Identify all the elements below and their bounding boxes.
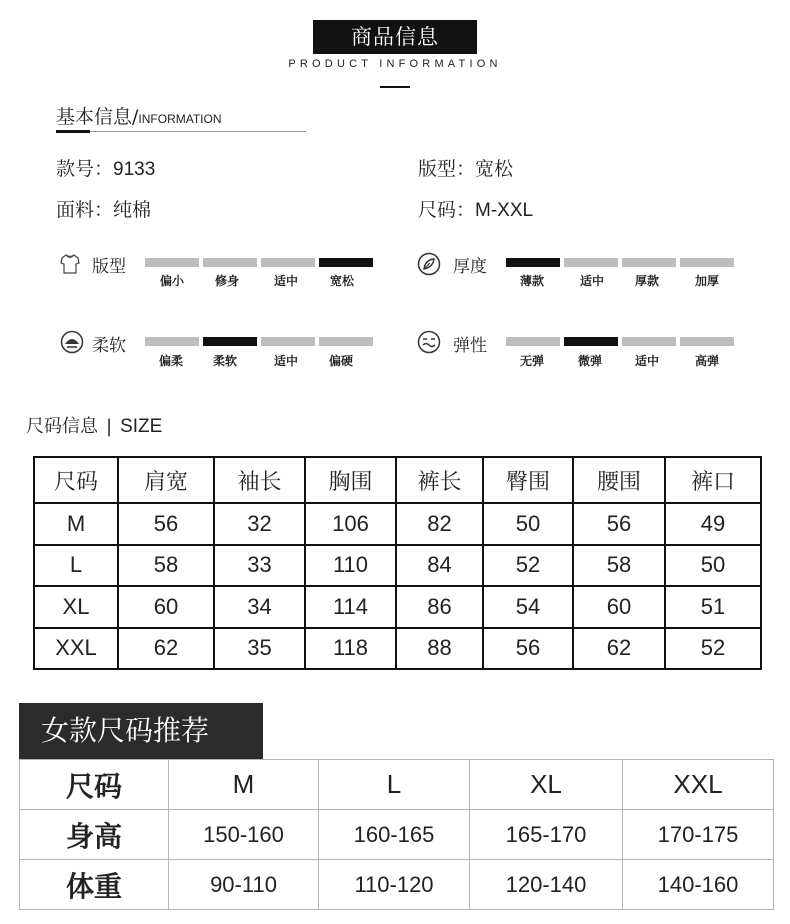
size-cell: 34 (214, 586, 305, 628)
scale-softness-option-2: 柔软 (212, 354, 237, 368)
recommend-cell: 160-165 (319, 810, 470, 860)
recommend-cell: XL (470, 760, 623, 810)
size-range-value: M-XXL (475, 200, 534, 221)
size-table (33, 456, 762, 670)
section-title-product-info: 商品信息 (313, 20, 477, 54)
scale-thickness-bar-4 (680, 258, 734, 267)
size-header-cell: 裤口 (665, 457, 761, 503)
recommend-cell: XXL (623, 760, 774, 810)
scale-softness-bar-3 (261, 337, 315, 346)
item-number (56, 154, 155, 181)
size-cell: 62 (118, 628, 214, 670)
size-range-label: 尺码： (418, 199, 476, 221)
fabric-value: 纯棉 (113, 199, 152, 221)
scale-fit-bar-4 (319, 258, 373, 267)
fit-type-label: 版型： (418, 158, 476, 180)
leaf-icon (417, 252, 441, 276)
scale-fit-bar-3 (261, 258, 315, 267)
table-row (34, 503, 761, 545)
size-cell: 110 (305, 545, 396, 587)
size-table-header (34, 457, 761, 503)
size-cell: 49 (665, 503, 761, 545)
scale-softness-label: 柔软 (92, 336, 126, 356)
scale-softness-bar-1 (145, 337, 199, 346)
size-cell: XL (34, 586, 118, 628)
basic-info-heading-cn: 基本信息/ (56, 106, 139, 128)
scale-elasticity-label: 弹性 (453, 336, 487, 356)
scale-thickness-option-4: 加厚 (694, 274, 719, 288)
basic-info-underline-accent (56, 130, 90, 133)
recommend-cell: 170-175 (623, 810, 774, 860)
scale-fit-option-4: 宽松 (329, 274, 354, 288)
scale-elasticity-bar-2 (564, 337, 618, 346)
size-cell: 60 (118, 586, 214, 628)
elastic-face-icon (417, 330, 441, 354)
scale-elasticity-option-2: 微弹 (577, 354, 602, 368)
size-header-cell: 臀围 (483, 457, 573, 503)
size-cell: M (34, 503, 118, 545)
recommend-cell: 140-160 (623, 860, 774, 910)
size-cell: 88 (396, 628, 483, 670)
softness-icon (60, 330, 84, 354)
recommend-cell: 165-170 (470, 810, 623, 860)
scale-fit-option-3: 适中 (273, 274, 298, 288)
scale-thickness-bar-2 (564, 258, 618, 267)
scale-fit-option-2: 修身 (214, 274, 239, 288)
size-cell: 118 (305, 628, 396, 670)
size-cell: 52 (665, 628, 761, 670)
table-row (34, 586, 761, 628)
fit-type (418, 154, 513, 181)
fabric-label: 面料： (56, 199, 114, 221)
size-cell: 86 (396, 586, 483, 628)
table-row (20, 860, 774, 910)
size-cell: 35 (214, 628, 305, 670)
scale-softness-bar-4 (319, 337, 373, 346)
size-header-cell: 裤长 (396, 457, 483, 503)
scale-fit-bar-2 (203, 258, 257, 267)
recommend-row-header: 尺码 (20, 760, 169, 810)
scale-softness-option-1: 偏柔 (158, 354, 183, 368)
size-header-cell: 腰围 (573, 457, 665, 503)
recommend-cell: M (169, 760, 319, 810)
size-cell: XXL (34, 628, 118, 670)
scale-elasticity-bar-4 (680, 337, 734, 346)
recommend-cell: L (319, 760, 470, 810)
table-row (20, 810, 774, 860)
size-cell: 58 (118, 545, 214, 587)
size-cell: 50 (483, 503, 573, 545)
scale-elasticity-option-3: 适中 (634, 354, 659, 368)
size-cell: 60 (573, 586, 665, 628)
recommend-cell: 150-160 (169, 810, 319, 860)
scale-thickness-option-3: 厚款 (634, 274, 659, 288)
scale-elasticity-bar-1 (506, 337, 560, 346)
size-header-cell: 尺码 (34, 457, 118, 503)
scale-thickness-option-2: 适中 (579, 274, 604, 288)
size-cell: 32 (214, 503, 305, 545)
size-header-cell: 胸围 (305, 457, 396, 503)
size-cell: 84 (396, 545, 483, 587)
size-range (418, 195, 533, 222)
size-header-cell: 袖长 (214, 457, 305, 503)
size-cell: 114 (305, 586, 396, 628)
recommend-cell: 120-140 (470, 860, 623, 910)
scale-fit-option-1: 偏小 (159, 274, 184, 288)
size-cell: 106 (305, 503, 396, 545)
header-divider (380, 86, 410, 88)
scale-softness-option-3: 适中 (273, 354, 298, 368)
size-cell: 82 (396, 503, 483, 545)
size-info-separator: | (106, 416, 113, 437)
size-cell: 56 (573, 503, 665, 545)
section-subtitle: PRODUCT INFORMATION (288, 58, 502, 70)
scale-thickness-option-1: 薄款 (519, 274, 544, 288)
basic-info-heading-en: INFORMATION (138, 112, 222, 126)
size-cell: 56 (483, 628, 573, 670)
size-info-heading (26, 412, 162, 438)
recommend-row-header: 身高 (20, 810, 169, 860)
size-cell: 56 (118, 503, 214, 545)
scale-elasticity-option-4: 高弹 (694, 354, 719, 368)
table-row (20, 760, 774, 810)
scale-thickness-label: 厚度 (453, 257, 487, 277)
size-cell: 51 (665, 586, 761, 628)
scale-fit-label: 版型 (92, 257, 126, 277)
recommend-cell: 90-110 (169, 860, 319, 910)
size-cell: 52 (483, 545, 573, 587)
table-row (34, 628, 761, 670)
fit-type-value: 宽松 (475, 158, 514, 180)
size-cell: 33 (214, 545, 305, 587)
scale-thickness-bar-1 (506, 258, 560, 267)
size-header-cell: 肩宽 (118, 457, 214, 503)
size-cell: 62 (573, 628, 665, 670)
scale-fit-bar-1 (145, 258, 199, 267)
size-cell: 58 (573, 545, 665, 587)
women-size-recommend-table (19, 759, 774, 910)
size-info-heading-en: SIZE (120, 416, 163, 437)
recommend-cell: 110-120 (319, 860, 470, 910)
item-number-label: 款号： (56, 158, 114, 180)
scale-thickness-bar-3 (622, 258, 676, 267)
women-size-recommend-title: 女款尺码推荐 (19, 703, 263, 759)
size-cell: L (34, 545, 118, 587)
basic-info-underline (90, 131, 306, 132)
size-cell: 54 (483, 586, 573, 628)
scale-elasticity-option-1: 无弹 (519, 354, 544, 368)
scale-softness-option-4: 偏硬 (328, 354, 353, 368)
scale-elasticity-bar-3 (622, 337, 676, 346)
table-row (34, 545, 761, 587)
size-info-heading-cn: 尺码信息 (26, 416, 98, 437)
scale-softness-bar-2 (203, 337, 257, 346)
basic-info-heading (56, 102, 222, 129)
fabric (56, 195, 151, 222)
size-cell: 50 (665, 545, 761, 587)
shirt-icon (58, 252, 82, 276)
recommend-row-header: 体重 (20, 860, 169, 910)
item-number-value: 9133 (113, 159, 156, 180)
